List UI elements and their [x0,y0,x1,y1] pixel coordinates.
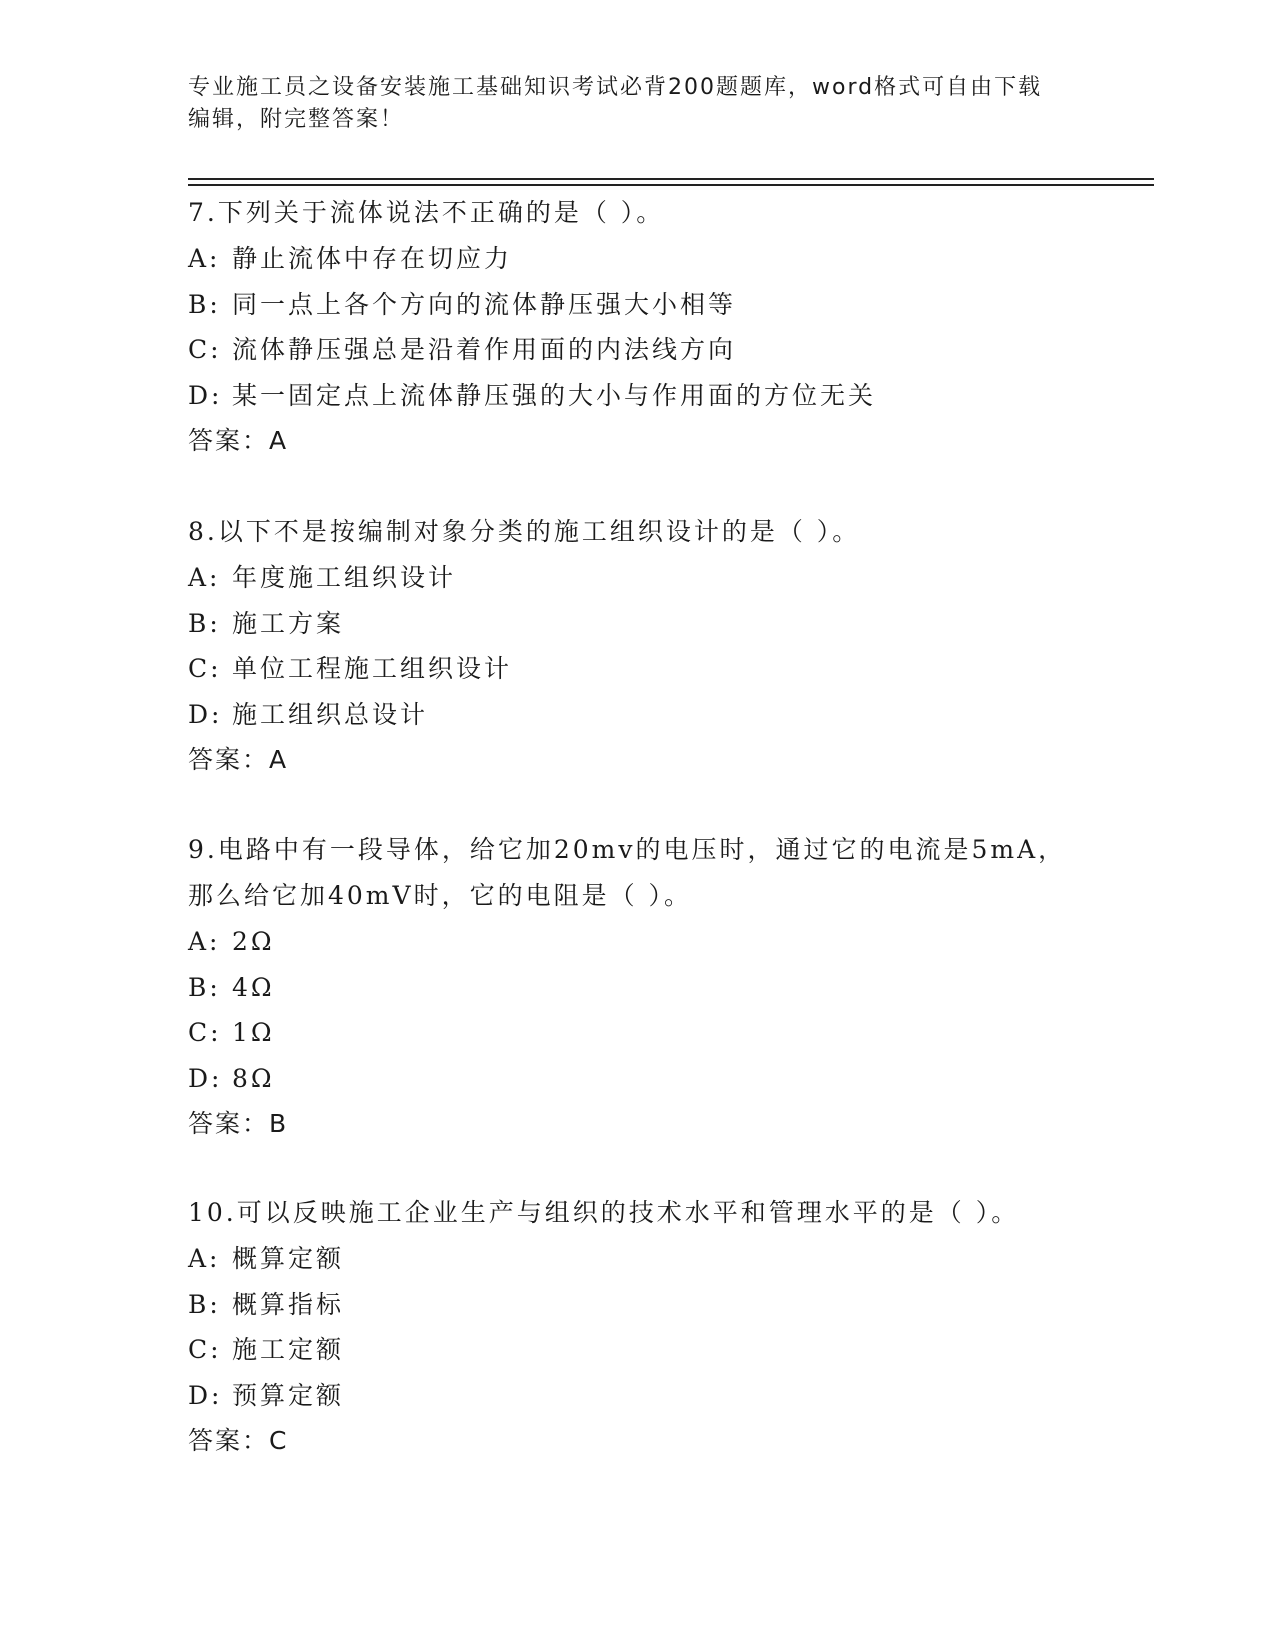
option-a [188,236,1148,282]
option-text: 施工方案 [232,608,345,638]
option-letter: D: [188,1380,223,1410]
question-stem-line: 8.以下不是按编制对象分类的施工组织设计的是（ ）。 [188,517,861,546]
question-stem-line: 10.可以反映施工企业生产与组织的技术水平和管理水平的是（ ）。 [188,1198,1020,1227]
option-letter: C: [188,1335,222,1364]
question-stem [188,1190,1148,1236]
option-b [188,965,1148,1011]
option-a [188,555,1148,601]
option-b [188,601,1148,647]
document-header [188,72,1088,136]
option-text: 同一点上各个方向的流体静压强大小相等 [232,289,737,319]
option-letter: A: [188,927,221,956]
option-a [188,1236,1148,1282]
option-b [188,282,1148,328]
question-stem [188,190,1148,236]
option-letter: D: [188,1063,223,1093]
option-text: 概算定额 [232,1244,345,1273]
option-b [188,1282,1148,1328]
option-c [188,646,1148,692]
answer: 答案：B [188,1109,289,1138]
header-divider [188,184,1154,186]
question-8 [188,509,1148,783]
option-letter: D: [188,380,223,410]
question-stem-line: 7.下列关于流体说法不正确的是（ ）。 [188,198,665,227]
option-letter: B: [188,972,221,1002]
option-d [188,1373,1148,1419]
option-text: 静止流体中存在切应力 [232,244,513,273]
option-d [188,1056,1148,1102]
option-letter: B: [188,608,221,638]
option-letter: A: [188,244,221,273]
option-c [188,327,1148,373]
option-text: 2Ω [232,927,275,956]
header-divider [188,178,1154,180]
option-letter: C: [188,335,222,364]
question-stem-line: 9.电路中有一段导体，给它加20mv的电压时，通过它的电流是5mA， [188,835,1067,864]
option-a [188,919,1148,965]
option-text: 年度施工组织设计 [232,563,457,592]
question-9 [188,827,1148,1147]
header-line: 编辑，附完整答案！ [188,107,405,132]
option-text: 概算指标 [232,1289,345,1319]
answer: 答案：C [188,1426,289,1455]
question-stem [188,827,1148,919]
question-10 [188,1190,1148,1464]
option-letter: A: [188,1244,221,1273]
option-text: 1Ω [232,1018,275,1047]
option-d [188,373,1148,419]
option-letter: B: [188,289,221,319]
answer: 答案：A [188,745,289,774]
option-letter: C: [188,1018,222,1047]
option-letter: D: [188,699,223,729]
option-letter: C: [188,654,222,683]
question-7 [188,190,1148,464]
option-text: 施工定额 [232,1335,345,1364]
option-c [188,1010,1148,1056]
option-d [188,692,1148,738]
option-c [188,1327,1148,1373]
option-text: 8Ω [232,1063,275,1093]
header-line: 专业施工员之设备安装施工基础知识考试必背200题题库，word格式可自由下载 [188,75,1043,100]
option-letter: B: [188,1289,221,1319]
option-text: 4Ω [232,972,275,1002]
option-text: 施工组织总设计 [232,699,429,729]
option-letter: A: [188,563,221,592]
option-text: 预算定额 [232,1380,345,1410]
answer: 答案：A [188,426,289,455]
question-stem-line: 那么给它加40mV时，它的电阻是（ ）。 [188,881,693,910]
question-stem [188,509,1148,555]
option-text: 单位工程施工组织设计 [232,654,513,683]
option-text: 某一固定点上流体静压强的大小与作用面的方位无关 [232,380,877,410]
option-text: 流体静压强总是沿着作用面的内法线方向 [232,335,737,364]
